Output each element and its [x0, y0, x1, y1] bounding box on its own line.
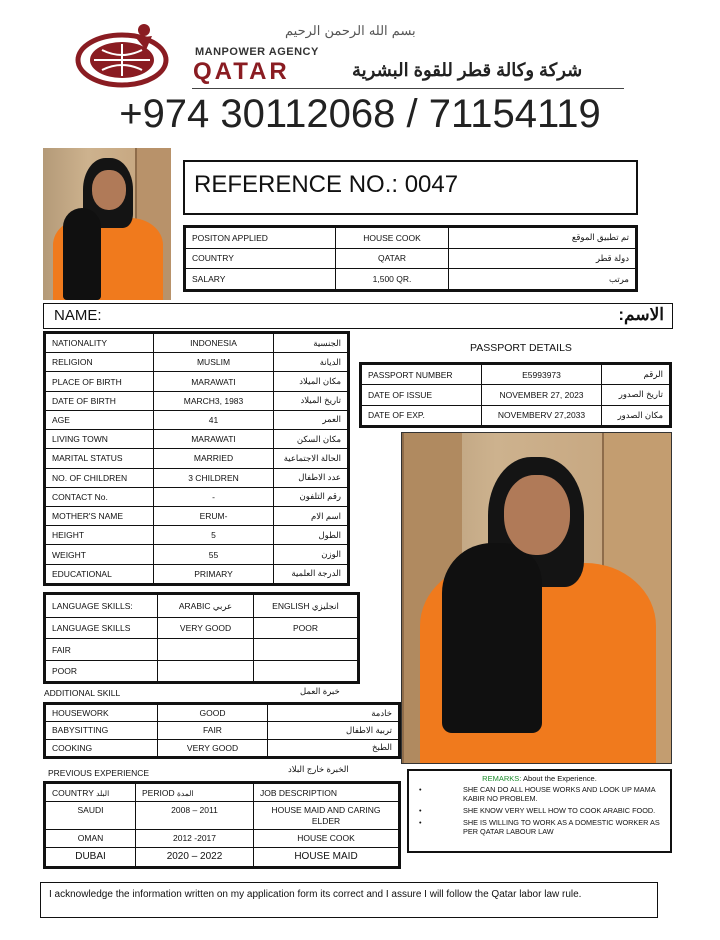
- field-value: PRIMARY: [154, 564, 274, 583]
- remarks-heading: [415, 774, 664, 783]
- field-label-arabic: تاريخ الصدور: [602, 385, 670, 405]
- experience-description: HOUSE MAID AND CARING ELDER: [254, 802, 399, 830]
- table-row: [362, 405, 670, 425]
- field-label: POOR: [46, 660, 158, 681]
- language-header-label: LANGUAGE SKILLS:: [46, 595, 158, 618]
- remarks-label: REMARKS:: [482, 774, 522, 783]
- arabic-level: VERY GOOD: [158, 618, 254, 639]
- table-row: [46, 468, 348, 487]
- table-row: [362, 385, 670, 405]
- job-label-arabic: تم تطبيق الموقع: [449, 228, 636, 249]
- experience-period: 2020 – 2022: [136, 847, 254, 866]
- field-label-arabic: عدد الاطفال: [274, 468, 348, 487]
- field-label-arabic: رقم التلفون: [274, 487, 348, 506]
- agency-logo: [72, 20, 182, 90]
- name-bar: [43, 303, 673, 329]
- table-row: [46, 660, 358, 681]
- table-row: [46, 506, 348, 525]
- table-row: [46, 372, 348, 391]
- remarks-text: SHE IS WILLING TO WORK AS A DOMESTIC WORKER AS PER QATAR LABOUR LAW: [463, 818, 660, 836]
- english-label-ar: انجليزي: [311, 600, 339, 611]
- experience-country: SAUDI: [46, 802, 136, 830]
- remarks-item: [415, 785, 664, 803]
- field-label: COOKING: [46, 739, 158, 756]
- english-level: POOR: [254, 618, 358, 639]
- field-label-arabic: الطبخ: [268, 739, 399, 756]
- field-value: E5993973: [482, 365, 602, 385]
- language-skills-table: [43, 592, 360, 684]
- field-label: LIVING TOWN: [46, 430, 154, 449]
- arabic-level: [158, 660, 254, 681]
- field-label: LANGUAGE SKILLS: [46, 618, 158, 639]
- remarks-text: SHE CAN DO ALL HOUSE WORKS AND LOOK UP MAMA KABIR NO PROBLEM.: [463, 785, 656, 803]
- experience-period: 2012 -2017: [136, 830, 254, 848]
- field-value: 3 CHILDREN: [154, 468, 274, 487]
- language-header-arabic: [158, 595, 254, 618]
- bullet-icon: •: [419, 785, 422, 794]
- table-row: [46, 830, 399, 848]
- field-label-arabic: اسم الام: [274, 506, 348, 525]
- table-row: [46, 353, 348, 372]
- table-row: [46, 410, 348, 429]
- country-header-label: COUNTRY: [52, 787, 94, 798]
- field-value: NOVEMBER 27, 2023: [482, 385, 602, 405]
- field-label: BABYSITTING: [46, 722, 158, 739]
- field-label: WEIGHT: [46, 545, 154, 564]
- field-value: -: [154, 487, 274, 506]
- field-label-arabic: الدرجة العلمية: [274, 564, 348, 583]
- table-row: [46, 526, 348, 545]
- experience-country: DUBAI: [46, 847, 136, 866]
- field-label-arabic: الجنسية: [274, 334, 348, 353]
- language-header-english: [254, 595, 358, 618]
- field-value: MARAWATI: [154, 430, 274, 449]
- table-row: [46, 334, 348, 353]
- bullet-icon: •: [419, 818, 422, 827]
- field-value: FAIR: [158, 722, 268, 739]
- experience-label: PREVIOUS EXPERIENCE: [48, 768, 150, 778]
- passport-table: [359, 362, 672, 428]
- table-row: [362, 365, 670, 385]
- field-label: AGE: [46, 410, 154, 429]
- country-header: [46, 784, 136, 802]
- table-row: [46, 722, 399, 739]
- period-header: [136, 784, 254, 802]
- experience-table: [43, 781, 401, 869]
- field-label-arabic: تربية الاطفال: [268, 722, 399, 739]
- field-label: EDUCATIONAL: [46, 564, 154, 583]
- reference-box: [183, 160, 638, 215]
- remarks-subtitle: About the Experience.: [523, 774, 597, 783]
- field-label: MOTHER'S NAME: [46, 506, 154, 525]
- field-value: MARRIED: [154, 449, 274, 468]
- agency-name-big: QATAR: [193, 58, 290, 85]
- field-label-arabic: الديانة: [274, 353, 348, 372]
- field-label: RELIGION: [46, 353, 154, 372]
- field-value: MUSLIM: [154, 353, 274, 372]
- field-label-arabic: الرقم: [602, 365, 670, 385]
- arabic-label: ARABIC: [178, 600, 211, 611]
- table-row: [46, 847, 399, 866]
- field-value: 5: [154, 526, 274, 545]
- field-value: NOVEMBERV 27,2033: [482, 405, 602, 425]
- job-label: SALARY: [186, 269, 336, 290]
- field-label-arabic: الوزن: [274, 545, 348, 564]
- additional-skill-label-arabic: خبرة العمل: [300, 686, 340, 696]
- table-row: [46, 595, 358, 618]
- remarks-item: [415, 806, 664, 815]
- field-label: HEIGHT: [46, 526, 154, 545]
- table-row: [46, 487, 348, 506]
- job-label-arabic: مرتب: [449, 269, 636, 290]
- field-label: DATE OF ISSUE: [362, 385, 482, 405]
- personal-details-table: [43, 331, 350, 586]
- table-row: [46, 618, 358, 639]
- field-label: PASSPORT NUMBER: [362, 365, 482, 385]
- field-value: INDONESIA: [154, 334, 274, 353]
- job-description-header: JOB DESCRIPTION: [254, 784, 399, 802]
- remarks-text: SHE KNOW VERY WELL HOW TO COOK ARABIC FOOD.: [463, 806, 656, 815]
- field-value: 41: [154, 410, 274, 429]
- field-label-arabic: الطول: [274, 526, 348, 545]
- header-rule: [192, 88, 624, 89]
- agency-name-arabic: شركة وكالة قطر للقوة البشرية: [352, 60, 583, 80]
- field-label-arabic: خادمة: [268, 705, 399, 722]
- acknowledgement-text: I acknowledge the information written on my application form its correct and I assure I will follow the Qatar labor law rule.: [49, 889, 582, 900]
- table-row: [46, 430, 348, 449]
- field-label: NO. OF CHILDREN: [46, 468, 154, 487]
- field-label-arabic: العمر: [274, 410, 348, 429]
- remarks-item: [415, 818, 664, 836]
- table-row: [46, 449, 348, 468]
- job-label-arabic: دولة قطر: [449, 248, 636, 269]
- field-label: PLACE OF BIRTH: [46, 372, 154, 391]
- table-row: [46, 639, 358, 660]
- name-label-arabic: الاسم:: [618, 305, 664, 324]
- field-label: HOUSEWORK: [46, 705, 158, 722]
- experience-description: HOUSE COOK: [254, 830, 399, 848]
- table-row: [46, 391, 348, 410]
- field-label: FAIR: [46, 639, 158, 660]
- field-value: MARCH3, 1983: [154, 391, 274, 410]
- experience-country: OMAN: [46, 830, 136, 848]
- table-row: [46, 564, 348, 583]
- experience-label-arabic: الخبرة خارج البلاد: [288, 764, 349, 774]
- field-label-arabic: الحالة الاجتماعية: [274, 449, 348, 468]
- job-value: QATAR: [336, 248, 449, 269]
- field-label: MARITAL STATUS: [46, 449, 154, 468]
- country-header-arabic: البلد: [96, 788, 110, 798]
- job-value: HOUSE COOK: [336, 228, 449, 249]
- field-value: ERUM-: [154, 506, 274, 525]
- job-label: POSITON APPLIED: [186, 228, 336, 249]
- experience-description: HOUSE MAID: [254, 847, 399, 866]
- field-label-arabic: مكان السكن: [274, 430, 348, 449]
- english-level: [254, 639, 358, 660]
- bullet-icon: •: [419, 806, 422, 815]
- table-row: [46, 802, 399, 830]
- applicant-photo-small: [43, 148, 171, 300]
- field-label-arabic: مكان الصدور: [602, 405, 670, 425]
- arabic-level: [158, 639, 254, 660]
- applicant-photo-large: [401, 432, 672, 764]
- field-label-arabic: تاريخ الميلاد: [274, 391, 348, 410]
- field-label: DATE OF EXP.: [362, 405, 482, 425]
- agency-name-small: MANPOWER AGENCY: [195, 46, 319, 58]
- english-level: [254, 660, 358, 681]
- table-row: [186, 228, 636, 249]
- reference-label: REFERENCE NO.:: [194, 171, 399, 198]
- table-row: [46, 739, 399, 756]
- additional-skill-label: ADDITIONAL SKILL: [44, 688, 121, 698]
- phone-number: +974 30112068 / 71154119: [119, 92, 601, 136]
- english-label: ENGLISH: [272, 600, 310, 611]
- period-header-arabic: المدة: [176, 788, 194, 798]
- field-label-arabic: مكان الميلاد: [274, 372, 348, 391]
- job-label: COUNTRY: [186, 248, 336, 269]
- basmala: بسم الله الرحمن الرحيم: [285, 24, 416, 39]
- acknowledgement-box: [40, 882, 658, 918]
- field-value: 55: [154, 545, 274, 564]
- field-label: NATIONALITY: [46, 334, 154, 353]
- table-row: [46, 705, 399, 722]
- table-row: [186, 248, 636, 269]
- additional-skills-table: [43, 702, 401, 759]
- field-value: MARAWATI: [154, 372, 274, 391]
- name-label: NAME:: [54, 307, 102, 324]
- job-table: [183, 225, 638, 292]
- field-value: VERY GOOD: [158, 739, 268, 756]
- arabic-label-ar: عربي: [212, 600, 233, 611]
- field-value: GOOD: [158, 705, 268, 722]
- reference-number: 0047: [404, 171, 459, 198]
- experience-period: 2008 – 2011: [136, 802, 254, 830]
- field-label: CONTACT No.: [46, 487, 154, 506]
- passport-title: PASSPORT DETAILS: [470, 342, 572, 354]
- job-value: 1,500 QR.: [336, 269, 449, 290]
- remarks-box: [407, 769, 672, 853]
- period-header-label: PERIOD: [142, 787, 175, 798]
- table-row: [46, 545, 348, 564]
- table-row: [186, 269, 636, 290]
- table-row: [46, 784, 399, 802]
- field-label: DATE OF BIRTH: [46, 391, 154, 410]
